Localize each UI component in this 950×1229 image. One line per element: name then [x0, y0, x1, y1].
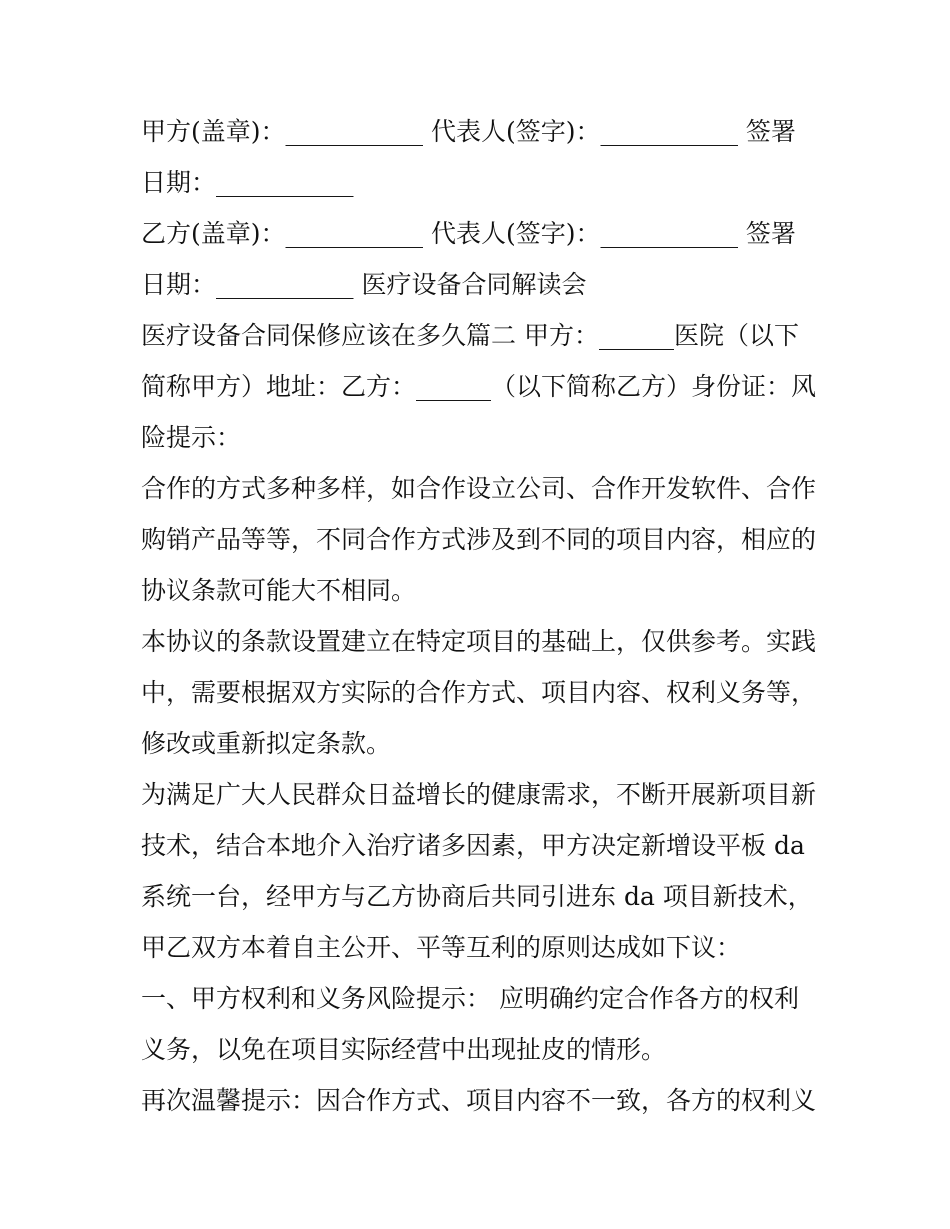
text-line: 本协议的条款设置建立在特定项目的基础上，仅供参考。实践	[141, 627, 817, 656]
text-line: 技术，结合本地介入治疗诸多因素，甲方决定新增设平板 da	[141, 831, 805, 860]
text-line: 合作的方式多种多样，如合作设立公司、合作开发软件、合作	[141, 474, 817, 503]
text-line: 简称甲方）地址：乙方：______（以下简称乙方）身份证：风	[141, 372, 817, 401]
text-line: 甲方(盖章)：___________ 代表人(签字)：___________ 签署	[141, 117, 796, 146]
text-line: 日期：___________ 医疗设备合同解读会	[141, 270, 587, 299]
text-line: 日期：___________	[141, 168, 354, 197]
text-line: 义务，以免在项目实际经营中出现扯皮的情形。	[141, 1035, 667, 1064]
text-line: 修改或重新拟定条款。	[141, 729, 392, 758]
text-line: 医疗设备合同保修应该在多久篇二 甲方：______医院（以下	[141, 321, 799, 350]
text-line: 购销产品等等，不同合作方式涉及到不同的项目内容，相应的	[141, 525, 817, 554]
text-line: 系统一台，经甲方与乙方协商后共同引进东 da 项目新技术，	[141, 882, 813, 911]
text-line: 险提示：	[141, 423, 242, 452]
text-line: 协议条款可能大不相同。	[141, 576, 417, 605]
text-line: 再次温馨提示：因合作方式、项目内容不一致，各方的权利义	[141, 1086, 817, 1115]
text-line: 为满足广大人民群众日益增长的健康需求，不断开展新项目新	[141, 780, 817, 809]
text-line: 乙方(盖章)：___________ 代表人(签字)：___________ 签署	[141, 219, 796, 248]
document-body	[141, 106, 821, 1126]
text-line: 中，需要根据双方实际的合作方式、项目内容、权利义务等，	[141, 678, 817, 707]
text-line: 一、甲方权利和义务风险提示： 应明确约定合作各方的权利	[141, 984, 799, 1013]
text-line: 甲乙双方本着自主公开、平等互利的原则达成如下议：	[141, 933, 742, 962]
